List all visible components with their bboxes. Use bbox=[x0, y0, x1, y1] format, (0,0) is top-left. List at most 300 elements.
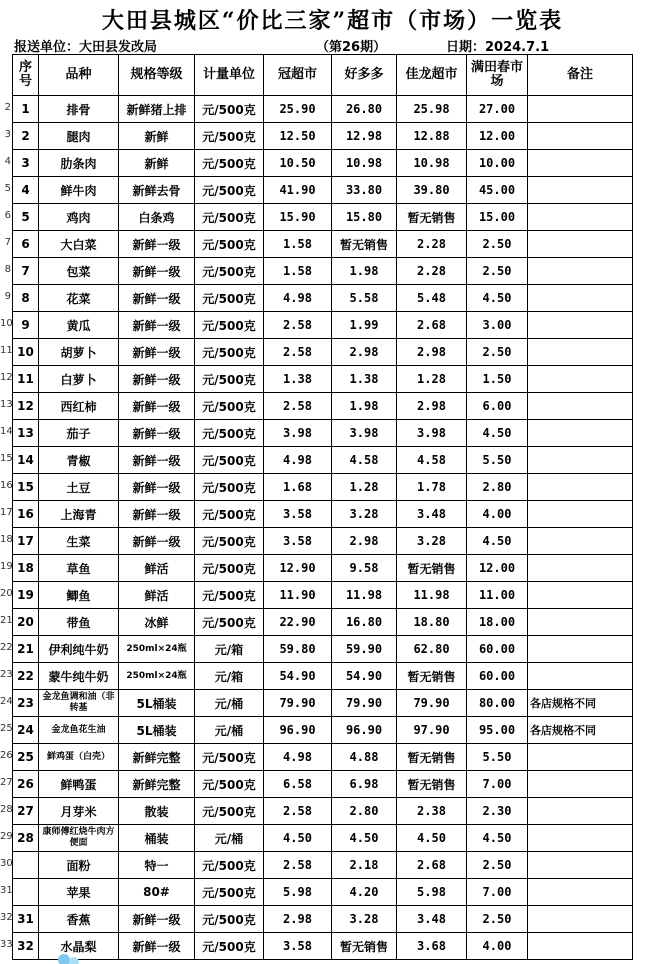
item-name-cell[interactable]: 胡萝卜 bbox=[39, 339, 119, 366]
col-header-mantianchun[interactable]: 满田春市场 bbox=[467, 55, 528, 96]
note-cell[interactable] bbox=[528, 771, 633, 798]
unit-cell[interactable]: 元/桶 bbox=[195, 690, 264, 717]
spec-grade-cell[interactable]: 新鲜一级 bbox=[119, 528, 195, 555]
row-no-cell[interactable]: 23 bbox=[13, 690, 39, 717]
row-header[interactable]: 28 bbox=[0, 804, 13, 815]
item-name-cell[interactable]: 面粉 bbox=[39, 852, 119, 879]
unit-cell[interactable]: 元/箱 bbox=[195, 636, 264, 663]
item-name-cell[interactable]: 金龙鱼调和油（非转基 bbox=[39, 690, 119, 717]
row-header[interactable]: 25 bbox=[0, 723, 13, 734]
price-haoduoduo-cell[interactable]: 1.38 bbox=[332, 366, 397, 393]
col-header-haoduoduo[interactable]: 好多多 bbox=[332, 55, 397, 96]
row-no-cell[interactable]: 13 bbox=[13, 420, 39, 447]
price-jialong-cell[interactable]: 39.80 bbox=[397, 177, 467, 204]
unit-cell[interactable]: 元/500克 bbox=[195, 879, 264, 906]
price-guanchao-cell[interactable]: 1.58 bbox=[264, 258, 332, 285]
spec-grade-cell[interactable]: 新鲜一级 bbox=[119, 285, 195, 312]
spec-grade-cell[interactable]: 新鲜去骨 bbox=[119, 177, 195, 204]
unit-cell[interactable]: 元/500克 bbox=[195, 150, 264, 177]
spec-grade-cell[interactable]: 80# bbox=[119, 879, 195, 906]
price-jialong-cell[interactable]: 3.28 bbox=[397, 528, 467, 555]
row-no-cell[interactable]: 25 bbox=[13, 744, 39, 771]
price-jialong-cell[interactable]: 3.48 bbox=[397, 501, 467, 528]
item-name-cell[interactable]: 苹果 bbox=[39, 879, 119, 906]
price-guanchao-cell[interactable]: 2.58 bbox=[264, 312, 332, 339]
row-header[interactable]: 26 bbox=[0, 750, 13, 761]
item-name-cell[interactable]: 生菜 bbox=[39, 528, 119, 555]
note-cell[interactable] bbox=[528, 393, 633, 420]
price-mantianchun-cell[interactable]: 95.00 bbox=[467, 717, 528, 744]
price-haoduoduo-cell[interactable]: 3.28 bbox=[332, 906, 397, 933]
item-name-cell[interactable]: 茄子 bbox=[39, 420, 119, 447]
spec-grade-cell[interactable]: 新鲜一级 bbox=[119, 933, 195, 960]
spec-grade-cell[interactable]: 白条鸡 bbox=[119, 204, 195, 231]
price-mantianchun-cell[interactable]: 18.00 bbox=[467, 609, 528, 636]
price-jialong-cell[interactable]: 18.80 bbox=[397, 609, 467, 636]
price-jialong-cell[interactable]: 2.28 bbox=[397, 258, 467, 285]
row-no-cell[interactable]: 21 bbox=[13, 636, 39, 663]
note-cell[interactable] bbox=[528, 474, 633, 501]
note-cell[interactable] bbox=[528, 312, 633, 339]
price-guanchao-cell[interactable]: 15.90 bbox=[264, 204, 332, 231]
row-header[interactable]: 30 bbox=[0, 858, 13, 869]
spec-grade-cell[interactable]: 新鲜一级 bbox=[119, 258, 195, 285]
price-guanchao-cell[interactable]: 2.58 bbox=[264, 339, 332, 366]
note-cell[interactable] bbox=[528, 555, 633, 582]
item-name-cell[interactable]: 排骨 bbox=[39, 96, 119, 123]
col-header-jialong[interactable]: 佳龙超市 bbox=[397, 55, 467, 96]
price-jialong-cell[interactable]: 2.98 bbox=[397, 339, 467, 366]
price-mantianchun-cell[interactable]: 2.50 bbox=[467, 906, 528, 933]
col-header-spec[interactable]: 规格等级 bbox=[119, 55, 195, 96]
row-header[interactable]: 4 bbox=[4, 156, 11, 167]
price-haoduoduo-cell[interactable]: 1.98 bbox=[332, 393, 397, 420]
price-haoduoduo-cell[interactable]: 3.28 bbox=[332, 501, 397, 528]
price-haoduoduo-cell[interactable]: 2.98 bbox=[332, 339, 397, 366]
price-haoduoduo-cell[interactable]: 4.58 bbox=[332, 447, 397, 474]
col-header-guanchao[interactable]: 冠超市 bbox=[264, 55, 332, 96]
price-jialong-cell[interactable]: 10.98 bbox=[397, 150, 467, 177]
row-header[interactable]: 10 bbox=[0, 318, 13, 329]
price-mantianchun-cell[interactable]: 80.00 bbox=[467, 690, 528, 717]
spec-grade-cell[interactable]: 新鲜一级 bbox=[119, 393, 195, 420]
price-haoduoduo-cell[interactable]: 2.98 bbox=[332, 528, 397, 555]
price-mantianchun-cell[interactable]: 4.50 bbox=[467, 285, 528, 312]
item-name-cell[interactable]: 金龙鱼花生油 bbox=[39, 717, 119, 744]
price-haoduoduo-cell[interactable]: 33.80 bbox=[332, 177, 397, 204]
price-jialong-cell[interactable]: 5.48 bbox=[397, 285, 467, 312]
spec-grade-cell[interactable]: 新鲜一级 bbox=[119, 366, 195, 393]
spec-grade-cell[interactable]: 鲜活 bbox=[119, 582, 195, 609]
row-header[interactable]: 17 bbox=[0, 507, 13, 518]
row-header[interactable]: 13 bbox=[0, 399, 13, 410]
row-header[interactable]: 5 bbox=[4, 183, 11, 194]
item-name-cell[interactable]: 包菜 bbox=[39, 258, 119, 285]
unit-cell[interactable]: 元/500克 bbox=[195, 501, 264, 528]
price-haoduoduo-cell[interactable]: 5.58 bbox=[332, 285, 397, 312]
unit-cell[interactable]: 元/500克 bbox=[195, 555, 264, 582]
unit-cell[interactable]: 元/500克 bbox=[195, 420, 264, 447]
unit-cell[interactable]: 元/500克 bbox=[195, 231, 264, 258]
row-no-cell[interactable]: 2 bbox=[13, 123, 39, 150]
note-cell[interactable]: 各店规格不同 bbox=[528, 717, 633, 744]
price-jialong-cell[interactable]: 暂无销售 bbox=[397, 744, 467, 771]
price-haoduoduo-cell[interactable]: 2.18 bbox=[332, 852, 397, 879]
row-no-cell[interactable]: 3 bbox=[13, 150, 39, 177]
row-no-cell[interactable] bbox=[13, 879, 39, 906]
note-cell[interactable]: 各店规格不同 bbox=[528, 690, 633, 717]
price-guanchao-cell[interactable]: 1.68 bbox=[264, 474, 332, 501]
row-header[interactable]: 9 bbox=[4, 291, 11, 302]
price-haoduoduo-cell[interactable]: 96.90 bbox=[332, 717, 397, 744]
price-jialong-cell[interactable]: 25.98 bbox=[397, 96, 467, 123]
row-no-cell[interactable]: 31 bbox=[13, 906, 39, 933]
price-jialong-cell[interactable]: 2.98 bbox=[397, 393, 467, 420]
row-no-cell[interactable]: 12 bbox=[13, 393, 39, 420]
price-guanchao-cell[interactable]: 2.58 bbox=[264, 798, 332, 825]
note-cell[interactable] bbox=[528, 231, 633, 258]
row-no-cell[interactable]: 32 bbox=[13, 933, 39, 960]
note-cell[interactable] bbox=[528, 258, 633, 285]
note-cell[interactable] bbox=[528, 204, 633, 231]
price-guanchao-cell[interactable]: 59.80 bbox=[264, 636, 332, 663]
row-header[interactable]: 20 bbox=[0, 588, 13, 599]
note-cell[interactable] bbox=[528, 825, 633, 852]
unit-cell[interactable]: 元/500克 bbox=[195, 852, 264, 879]
price-mantianchun-cell[interactable]: 60.00 bbox=[467, 636, 528, 663]
spec-grade-cell[interactable]: 冰鲜 bbox=[119, 609, 195, 636]
spec-grade-cell[interactable]: 新鲜一级 bbox=[119, 447, 195, 474]
row-header[interactable]: 31 bbox=[0, 885, 13, 896]
row-header[interactable]: 12 bbox=[0, 372, 13, 383]
price-guanchao-cell[interactable]: 1.58 bbox=[264, 231, 332, 258]
price-jialong-cell[interactable]: 2.68 bbox=[397, 312, 467, 339]
row-header[interactable]: 6 bbox=[4, 210, 11, 221]
spec-grade-cell[interactable]: 250ml×24瓶 bbox=[119, 636, 195, 663]
item-name-cell[interactable]: 土豆 bbox=[39, 474, 119, 501]
note-cell[interactable] bbox=[528, 933, 633, 960]
price-jialong-cell[interactable]: 暂无销售 bbox=[397, 204, 467, 231]
note-cell[interactable] bbox=[528, 798, 633, 825]
col-header-unit[interactable]: 计量单位 bbox=[195, 55, 264, 96]
row-no-cell[interactable]: 17 bbox=[13, 528, 39, 555]
price-mantianchun-cell[interactable]: 5.50 bbox=[467, 447, 528, 474]
row-no-cell[interactable]: 20 bbox=[13, 609, 39, 636]
spec-grade-cell[interactable]: 新鲜一级 bbox=[119, 231, 195, 258]
row-no-cell[interactable]: 28 bbox=[13, 825, 39, 852]
price-jialong-cell[interactable]: 4.58 bbox=[397, 447, 467, 474]
price-jialong-cell[interactable]: 1.78 bbox=[397, 474, 467, 501]
unit-cell[interactable]: 元/桶 bbox=[195, 717, 264, 744]
item-name-cell[interactable]: 蒙牛纯牛奶 bbox=[39, 663, 119, 690]
row-no-cell[interactable]: 16 bbox=[13, 501, 39, 528]
price-guanchao-cell[interactable]: 3.58 bbox=[264, 933, 332, 960]
note-cell[interactable] bbox=[528, 339, 633, 366]
price-guanchao-cell[interactable]: 5.98 bbox=[264, 879, 332, 906]
price-haoduoduo-cell[interactable]: 12.98 bbox=[332, 123, 397, 150]
price-jialong-cell[interactable]: 1.28 bbox=[397, 366, 467, 393]
spec-grade-cell[interactable]: 特一 bbox=[119, 852, 195, 879]
item-name-cell[interactable]: 香蕉 bbox=[39, 906, 119, 933]
note-cell[interactable] bbox=[528, 366, 633, 393]
price-mantianchun-cell[interactable]: 4.50 bbox=[467, 825, 528, 852]
spec-grade-cell[interactable]: 新鲜 bbox=[119, 150, 195, 177]
unit-cell[interactable]: 元/500克 bbox=[195, 258, 264, 285]
note-cell[interactable] bbox=[528, 528, 633, 555]
note-cell[interactable] bbox=[528, 447, 633, 474]
price-jialong-cell[interactable]: 5.98 bbox=[397, 879, 467, 906]
price-haoduoduo-cell[interactable]: 暂无销售 bbox=[332, 933, 397, 960]
price-guanchao-cell[interactable]: 79.90 bbox=[264, 690, 332, 717]
note-cell[interactable] bbox=[528, 501, 633, 528]
row-header[interactable]: 24 bbox=[0, 696, 13, 707]
price-mantianchun-cell[interactable]: 2.80 bbox=[467, 474, 528, 501]
note-cell[interactable] bbox=[528, 177, 633, 204]
spec-grade-cell[interactable]: 5L桶装 bbox=[119, 717, 195, 744]
price-haoduoduo-cell[interactable]: 3.98 bbox=[332, 420, 397, 447]
row-header[interactable]: 14 bbox=[0, 426, 13, 437]
row-no-cell[interactable]: 1 bbox=[13, 96, 39, 123]
unit-cell[interactable]: 元/500克 bbox=[195, 123, 264, 150]
price-jialong-cell[interactable]: 11.98 bbox=[397, 582, 467, 609]
price-jialong-cell[interactable]: 4.50 bbox=[397, 825, 467, 852]
unit-cell[interactable]: 元/箱 bbox=[195, 663, 264, 690]
price-mantianchun-cell[interactable]: 3.00 bbox=[467, 312, 528, 339]
price-jialong-cell[interactable]: 3.68 bbox=[397, 933, 467, 960]
price-jialong-cell[interactable]: 3.48 bbox=[397, 906, 467, 933]
note-cell[interactable] bbox=[528, 582, 633, 609]
price-mantianchun-cell[interactable]: 7.00 bbox=[467, 771, 528, 798]
row-header[interactable]: 3 bbox=[4, 129, 11, 140]
row-no-cell[interactable]: 19 bbox=[13, 582, 39, 609]
unit-cell[interactable]: 元/500克 bbox=[195, 744, 264, 771]
row-header[interactable]: 15 bbox=[0, 453, 13, 464]
item-name-cell[interactable]: 草鱼 bbox=[39, 555, 119, 582]
price-haoduoduo-cell[interactable]: 16.80 bbox=[332, 609, 397, 636]
note-cell[interactable] bbox=[528, 744, 633, 771]
row-header[interactable]: 22 bbox=[0, 642, 13, 653]
item-name-cell[interactable]: 黄瓜 bbox=[39, 312, 119, 339]
price-haoduoduo-cell[interactable]: 54.90 bbox=[332, 663, 397, 690]
unit-cell[interactable]: 元/桶 bbox=[195, 825, 264, 852]
spec-grade-cell[interactable]: 新鲜一级 bbox=[119, 474, 195, 501]
price-haoduoduo-cell[interactable]: 10.98 bbox=[332, 150, 397, 177]
price-guanchao-cell[interactable]: 41.90 bbox=[264, 177, 332, 204]
item-name-cell[interactable]: 水晶梨 bbox=[39, 933, 119, 960]
row-no-cell[interactable]: 15 bbox=[13, 474, 39, 501]
price-guanchao-cell[interactable]: 4.98 bbox=[264, 744, 332, 771]
row-header[interactable]: 8 bbox=[4, 264, 11, 275]
row-header[interactable]: 11 bbox=[0, 345, 13, 356]
price-guanchao-cell[interactable]: 2.58 bbox=[264, 852, 332, 879]
price-mantianchun-cell[interactable]: 2.30 bbox=[467, 798, 528, 825]
price-mantianchun-cell[interactable]: 10.00 bbox=[467, 150, 528, 177]
row-no-cell[interactable]: 8 bbox=[13, 285, 39, 312]
spec-grade-cell[interactable]: 新鲜完整 bbox=[119, 771, 195, 798]
spec-grade-cell[interactable]: 新鲜一级 bbox=[119, 420, 195, 447]
unit-cell[interactable]: 元/500克 bbox=[195, 393, 264, 420]
note-cell[interactable] bbox=[528, 609, 633, 636]
item-name-cell[interactable]: 肋条肉 bbox=[39, 150, 119, 177]
price-haoduoduo-cell[interactable]: 11.98 bbox=[332, 582, 397, 609]
note-cell[interactable] bbox=[528, 879, 633, 906]
spec-grade-cell[interactable]: 新鲜一级 bbox=[119, 501, 195, 528]
price-mantianchun-cell[interactable]: 7.00 bbox=[467, 879, 528, 906]
unit-cell[interactable]: 元/500克 bbox=[195, 474, 264, 501]
item-name-cell[interactable]: 上海青 bbox=[39, 501, 119, 528]
price-guanchao-cell[interactable]: 25.90 bbox=[264, 96, 332, 123]
row-no-cell[interactable] bbox=[13, 852, 39, 879]
row-header[interactable]: 23 bbox=[0, 669, 13, 680]
note-cell[interactable] bbox=[528, 123, 633, 150]
price-haoduoduo-cell[interactable]: 1.28 bbox=[332, 474, 397, 501]
spec-grade-cell[interactable]: 新鲜 bbox=[119, 123, 195, 150]
unit-cell[interactable]: 元/500克 bbox=[195, 933, 264, 960]
item-name-cell[interactable]: 鲜鸡蛋（白壳） bbox=[39, 744, 119, 771]
price-mantianchun-cell[interactable]: 4.50 bbox=[467, 420, 528, 447]
price-guanchao-cell[interactable]: 1.38 bbox=[264, 366, 332, 393]
item-name-cell[interactable]: 花菜 bbox=[39, 285, 119, 312]
price-haoduoduo-cell[interactable]: 79.90 bbox=[332, 690, 397, 717]
item-name-cell[interactable]: 青椒 bbox=[39, 447, 119, 474]
spec-grade-cell[interactable]: 新鲜一级 bbox=[119, 312, 195, 339]
item-name-cell[interactable]: 带鱼 bbox=[39, 609, 119, 636]
price-mantianchun-cell[interactable]: 2.50 bbox=[467, 339, 528, 366]
price-guanchao-cell[interactable]: 3.98 bbox=[264, 420, 332, 447]
price-mantianchun-cell[interactable]: 12.00 bbox=[467, 123, 528, 150]
row-no-cell[interactable]: 26 bbox=[13, 771, 39, 798]
price-haoduoduo-cell[interactable]: 1.99 bbox=[332, 312, 397, 339]
col-header-note[interactable]: 备注 bbox=[528, 55, 633, 96]
price-jialong-cell[interactable]: 97.90 bbox=[397, 717, 467, 744]
unit-cell[interactable]: 元/500克 bbox=[195, 339, 264, 366]
price-guanchao-cell[interactable]: 12.90 bbox=[264, 555, 332, 582]
note-cell[interactable] bbox=[528, 285, 633, 312]
note-cell[interactable] bbox=[528, 852, 633, 879]
price-haoduoduo-cell[interactable]: 4.20 bbox=[332, 879, 397, 906]
price-guanchao-cell[interactable]: 22.90 bbox=[264, 609, 332, 636]
price-jialong-cell[interactable]: 暂无销售 bbox=[397, 771, 467, 798]
price-guanchao-cell[interactable]: 4.98 bbox=[264, 285, 332, 312]
row-no-cell[interactable]: 27 bbox=[13, 798, 39, 825]
price-mantianchun-cell[interactable]: 4.50 bbox=[467, 528, 528, 555]
row-header[interactable]: 2 bbox=[4, 102, 11, 113]
price-guanchao-cell[interactable]: 54.90 bbox=[264, 663, 332, 690]
spec-grade-cell[interactable]: 鲜活 bbox=[119, 555, 195, 582]
price-haoduoduo-cell[interactable]: 9.58 bbox=[332, 555, 397, 582]
price-haoduoduo-cell[interactable]: 59.90 bbox=[332, 636, 397, 663]
price-jialong-cell[interactable]: 2.68 bbox=[397, 852, 467, 879]
row-header[interactable]: 32 bbox=[0, 912, 13, 923]
price-guanchao-cell[interactable]: 3.58 bbox=[264, 528, 332, 555]
item-name-cell[interactable]: 西红柿 bbox=[39, 393, 119, 420]
row-header[interactable]: 7 bbox=[4, 237, 11, 248]
price-haoduoduo-cell[interactable]: 2.80 bbox=[332, 798, 397, 825]
row-no-cell[interactable]: 22 bbox=[13, 663, 39, 690]
row-no-cell[interactable]: 18 bbox=[13, 555, 39, 582]
price-mantianchun-cell[interactable]: 2.50 bbox=[467, 852, 528, 879]
price-mantianchun-cell[interactable]: 4.00 bbox=[467, 501, 528, 528]
spec-grade-cell[interactable]: 桶装 bbox=[119, 825, 195, 852]
unit-cell[interactable]: 元/500克 bbox=[195, 906, 264, 933]
row-header[interactable]: 21 bbox=[0, 615, 13, 626]
price-jialong-cell[interactable]: 62.80 bbox=[397, 636, 467, 663]
item-name-cell[interactable]: 伊利纯牛奶 bbox=[39, 636, 119, 663]
item-name-cell[interactable]: 鲫鱼 bbox=[39, 582, 119, 609]
unit-cell[interactable]: 元/500克 bbox=[195, 285, 264, 312]
row-header[interactable]: 18 bbox=[0, 534, 13, 545]
price-mantianchun-cell[interactable]: 1.50 bbox=[467, 366, 528, 393]
price-guanchao-cell[interactable]: 11.90 bbox=[264, 582, 332, 609]
price-mantianchun-cell[interactable]: 6.00 bbox=[467, 393, 528, 420]
row-no-cell[interactable]: 11 bbox=[13, 366, 39, 393]
row-no-cell[interactable]: 24 bbox=[13, 717, 39, 744]
price-guanchao-cell[interactable]: 10.50 bbox=[264, 150, 332, 177]
row-header[interactable]: 29 bbox=[0, 831, 13, 842]
price-mantianchun-cell[interactable]: 12.00 bbox=[467, 555, 528, 582]
item-name-cell[interactable]: 月芽米 bbox=[39, 798, 119, 825]
note-cell[interactable] bbox=[528, 420, 633, 447]
price-jialong-cell[interactable]: 暂无销售 bbox=[397, 555, 467, 582]
price-haoduoduo-cell[interactable]: 4.50 bbox=[332, 825, 397, 852]
price-haoduoduo-cell[interactable]: 1.98 bbox=[332, 258, 397, 285]
unit-cell[interactable]: 元/500克 bbox=[195, 609, 264, 636]
unit-cell[interactable]: 元/500克 bbox=[195, 366, 264, 393]
row-no-cell[interactable]: 9 bbox=[13, 312, 39, 339]
note-cell[interactable] bbox=[528, 96, 633, 123]
row-header[interactable]: 19 bbox=[0, 561, 13, 572]
unit-cell[interactable]: 元/500克 bbox=[195, 798, 264, 825]
unit-cell[interactable]: 元/500克 bbox=[195, 96, 264, 123]
spec-grade-cell[interactable]: 250ml×24瓶 bbox=[119, 663, 195, 690]
item-name-cell[interactable]: 鲜鸭蛋 bbox=[39, 771, 119, 798]
price-guanchao-cell[interactable]: 3.58 bbox=[264, 501, 332, 528]
unit-cell[interactable]: 元/500克 bbox=[195, 312, 264, 339]
spec-grade-cell[interactable]: 新鲜完整 bbox=[119, 744, 195, 771]
item-name-cell[interactable]: 白萝卜 bbox=[39, 366, 119, 393]
price-guanchao-cell[interactable]: 12.50 bbox=[264, 123, 332, 150]
price-haoduoduo-cell[interactable]: 26.80 bbox=[332, 96, 397, 123]
spec-grade-cell[interactable]: 5L桶装 bbox=[119, 690, 195, 717]
unit-cell[interactable]: 元/500克 bbox=[195, 582, 264, 609]
price-haoduoduo-cell[interactable]: 4.88 bbox=[332, 744, 397, 771]
price-guanchao-cell[interactable]: 2.98 bbox=[264, 906, 332, 933]
item-name-cell[interactable]: 康师傅红烧牛肉方便面 bbox=[39, 825, 119, 852]
price-mantianchun-cell[interactable]: 4.00 bbox=[467, 933, 528, 960]
note-cell[interactable] bbox=[528, 150, 633, 177]
price-mantianchun-cell[interactable]: 45.00 bbox=[467, 177, 528, 204]
price-guanchao-cell[interactable]: 2.58 bbox=[264, 393, 332, 420]
note-cell[interactable] bbox=[528, 663, 633, 690]
spec-grade-cell[interactable]: 散装 bbox=[119, 798, 195, 825]
col-header-no[interactable]: 序号 bbox=[13, 55, 39, 96]
price-jialong-cell[interactable]: 12.88 bbox=[397, 123, 467, 150]
row-no-cell[interactable]: 6 bbox=[13, 231, 39, 258]
spec-grade-cell[interactable]: 新鲜猪上排 bbox=[119, 96, 195, 123]
price-mantianchun-cell[interactable]: 5.50 bbox=[467, 744, 528, 771]
spec-grade-cell[interactable]: 新鲜一级 bbox=[119, 339, 195, 366]
row-no-cell[interactable]: 4 bbox=[13, 177, 39, 204]
unit-cell[interactable]: 元/500克 bbox=[195, 204, 264, 231]
row-no-cell[interactable]: 7 bbox=[13, 258, 39, 285]
item-name-cell[interactable]: 鲜牛肉 bbox=[39, 177, 119, 204]
row-header[interactable]: 27 bbox=[0, 777, 13, 788]
row-header[interactable]: 33 bbox=[0, 939, 13, 950]
price-jialong-cell[interactable]: 2.28 bbox=[397, 231, 467, 258]
item-name-cell[interactable]: 鸡肉 bbox=[39, 204, 119, 231]
note-cell[interactable] bbox=[528, 906, 633, 933]
price-jialong-cell[interactable]: 2.38 bbox=[397, 798, 467, 825]
